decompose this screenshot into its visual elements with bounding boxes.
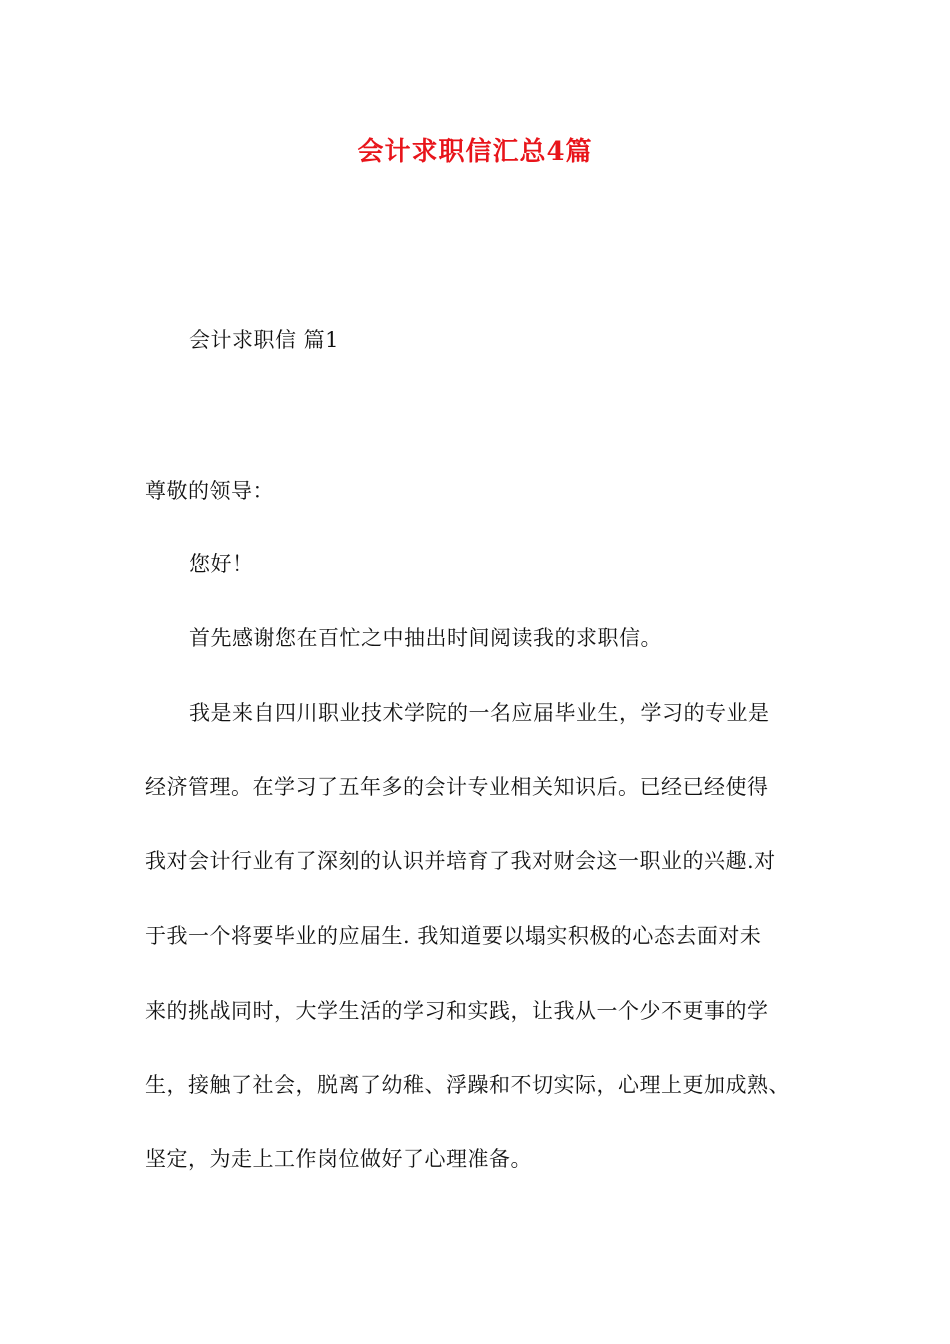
paragraph-2-line-4: 于我一个将要毕业的应届生. 我知道要以塌实积极的心态去面对未 [145, 924, 762, 948]
paragraph-2-line-6: 生，接触了社会，脱离了幼稚、浮躁和不切实际，心理上更加成熟、 [145, 1073, 790, 1097]
paragraph-2-line-7: 坚定，为走上工作岗位做好了心理准备。 [145, 1147, 532, 1171]
greeting: 您好！ [189, 552, 254, 576]
paragraph-1: 首先感谢您在百忙之中抽出时间阅读我的求职信。 [189, 626, 662, 650]
paragraph-2-line-3: 我对会计行业有了深刻的认识并培育了我对财会这一职业的兴趣.对 [145, 849, 776, 873]
section-heading: 会计求职信 篇1 [189, 328, 340, 352]
document-title: 会计求职信汇总4篇 [357, 137, 593, 167]
paragraph-2-line-5: 来的挑战同时，大学生活的学习和实践，让我从一个少不更事的学 [145, 999, 769, 1023]
paragraph-2-line-2: 经济管理。在学习了五年多的会计专业相关知识后。已经已经使得 [145, 775, 769, 799]
paragraph-2-line-1: 我是来自四川职业技术学院的一名应届毕业生，学习的专业是 [189, 701, 770, 725]
salutation: 尊敬的领导： [145, 479, 274, 503]
